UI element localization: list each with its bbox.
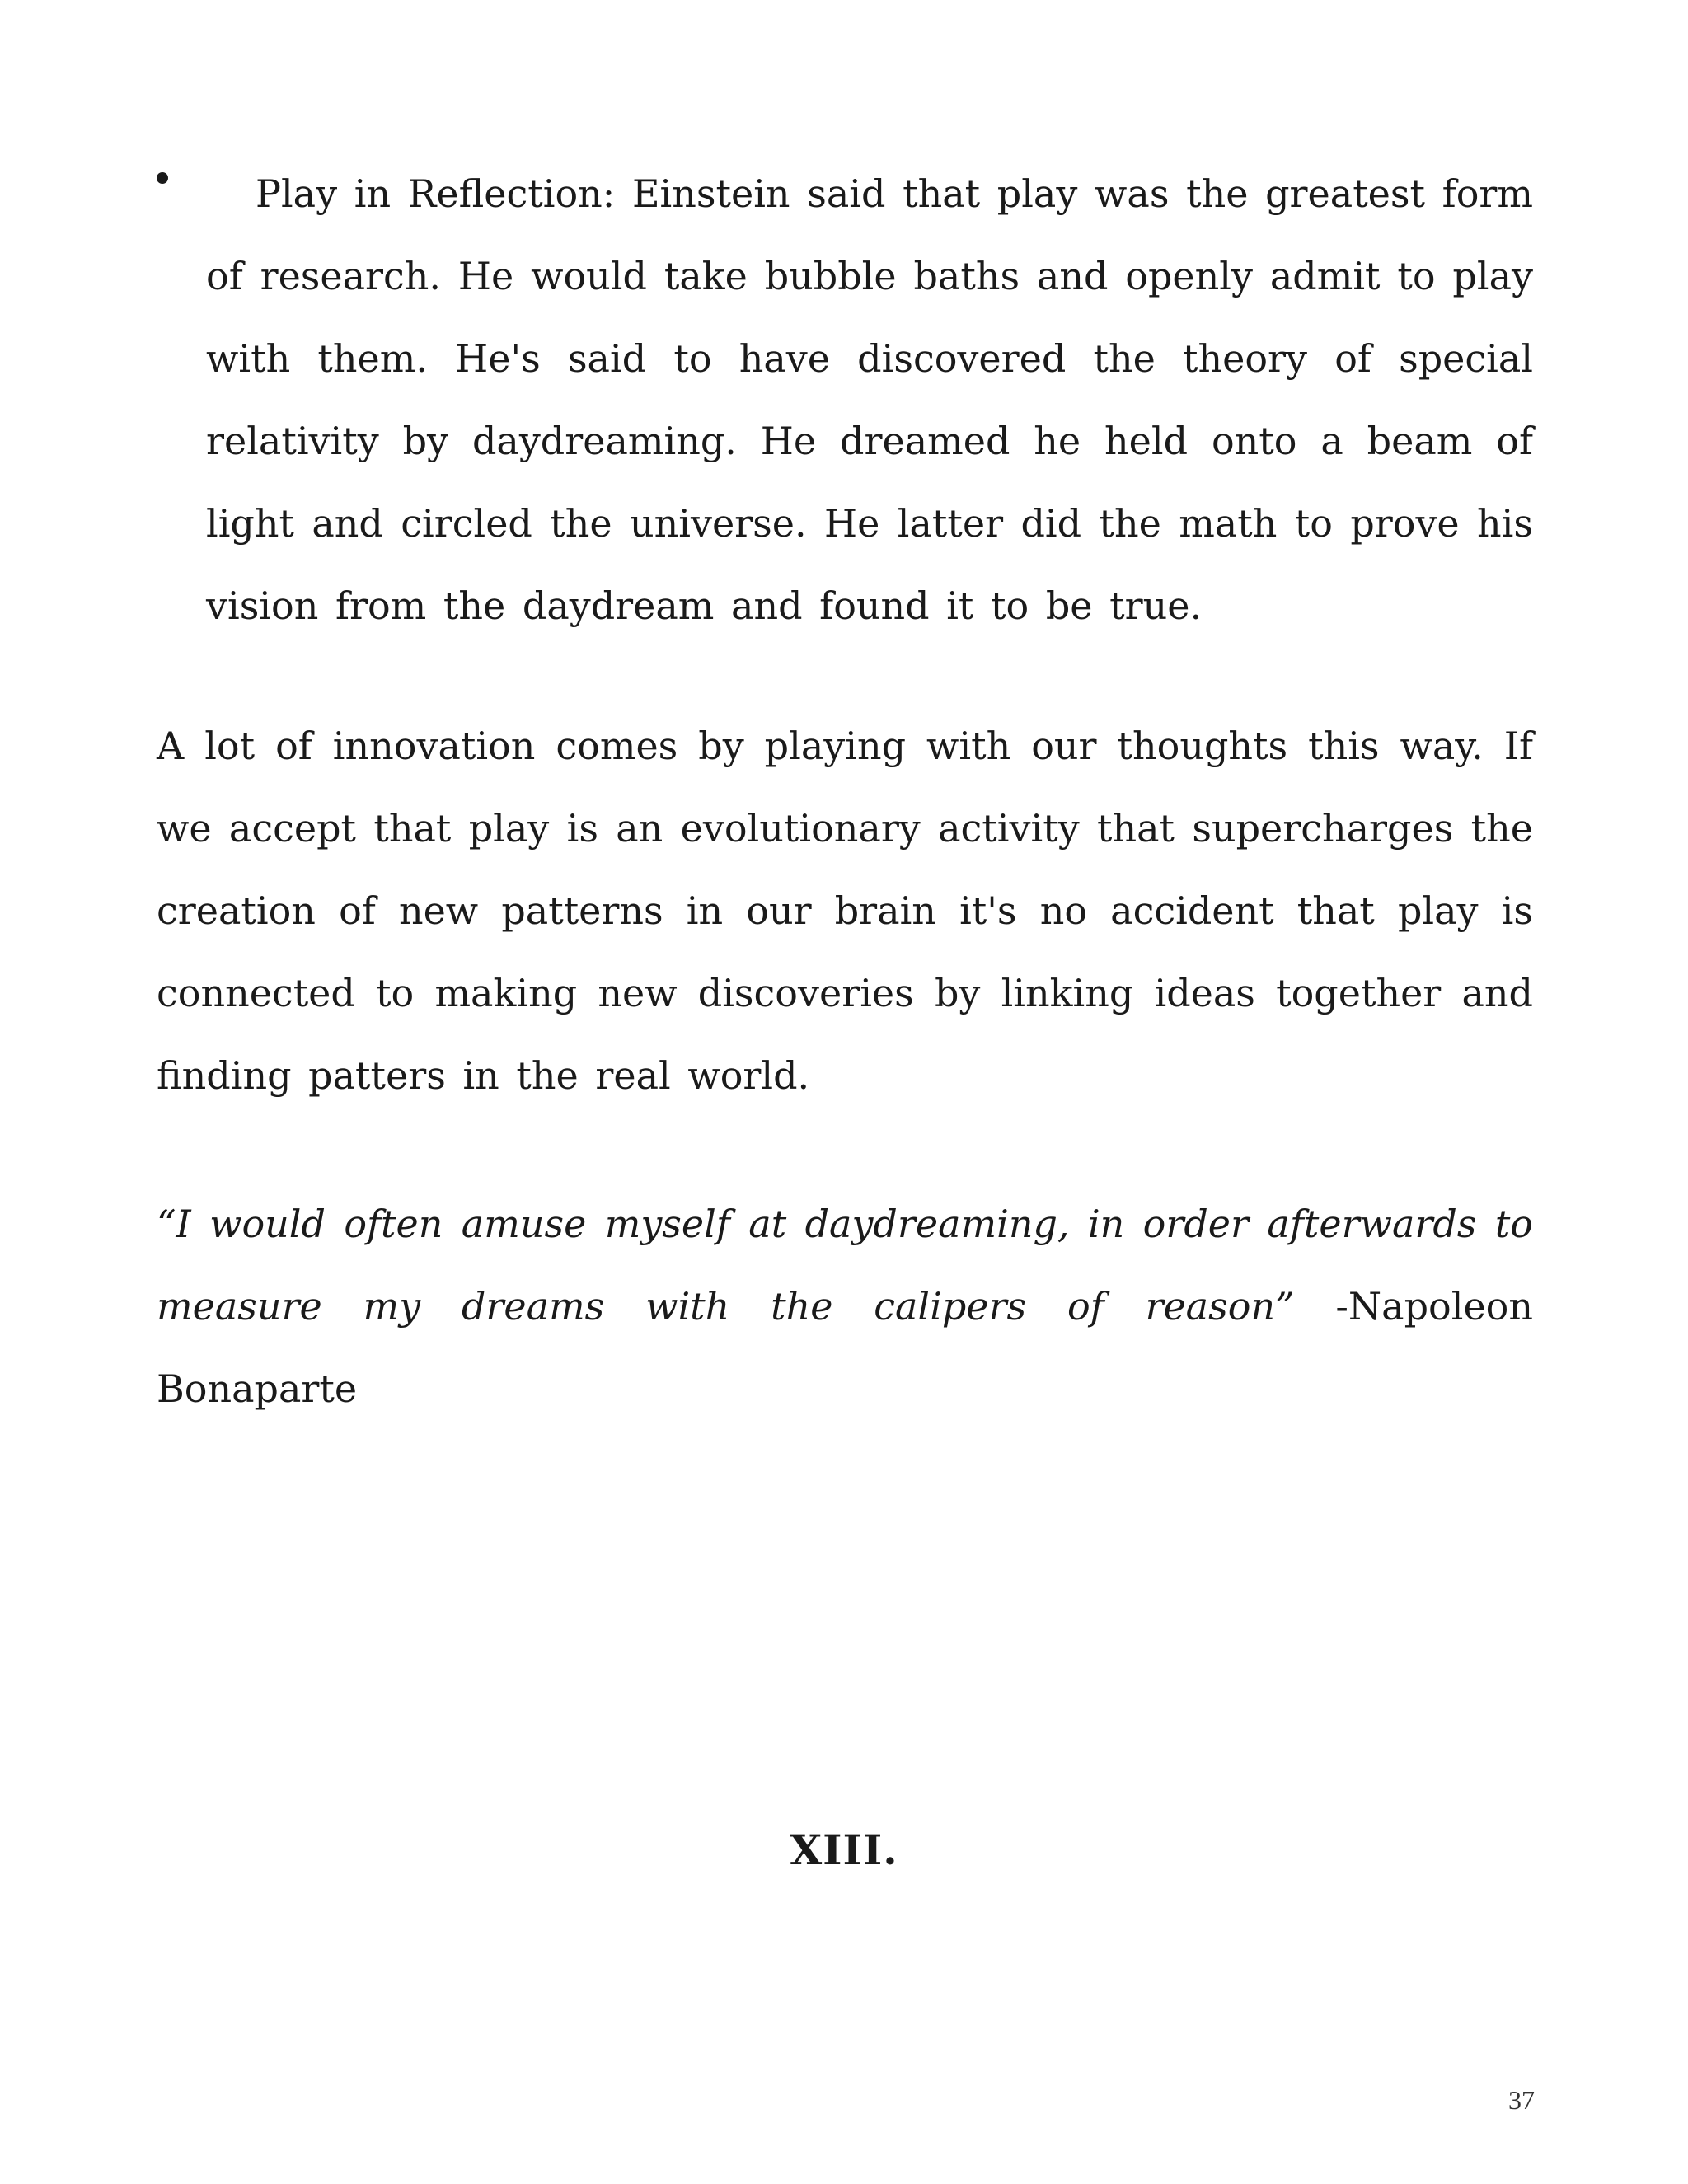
bullet-list-item	[157, 152, 1533, 647]
body-paragraph: A lot of innovation comes by playing with our thoughts this way. If we accept that play is an evolutionary activity that supercharges the creation of new patterns in our brain it's no accident that play is connected to making new discoveries by linking ideas together and finding patters in the real world.	[157, 724, 1533, 1098]
bullet-text: Play in Reflection: Einstein said that play was the greatest form of research. He would take bubble baths and openly admit to play with them. He's said to have discovered the theory of special relativity by daydreaming. He dreamed he held onto a beam of light and circled the universe. He latter did the math to prove his vision from the daydream and found it to be true.	[206, 171, 1533, 628]
page-number: 37	[1508, 2085, 1535, 2115]
quote-block	[157, 1183, 1533, 1430]
quote-text: “I would often amuse myself at daydreaming, in order afterwards to measure my dreams with the calipers of reason”	[157, 1202, 1533, 1329]
quote-attribution: -Napoleon Bonaparte	[157, 1284, 1534, 1411]
chapter-heading: XIII.	[790, 1825, 898, 1874]
bullet-point-icon	[157, 172, 168, 184]
